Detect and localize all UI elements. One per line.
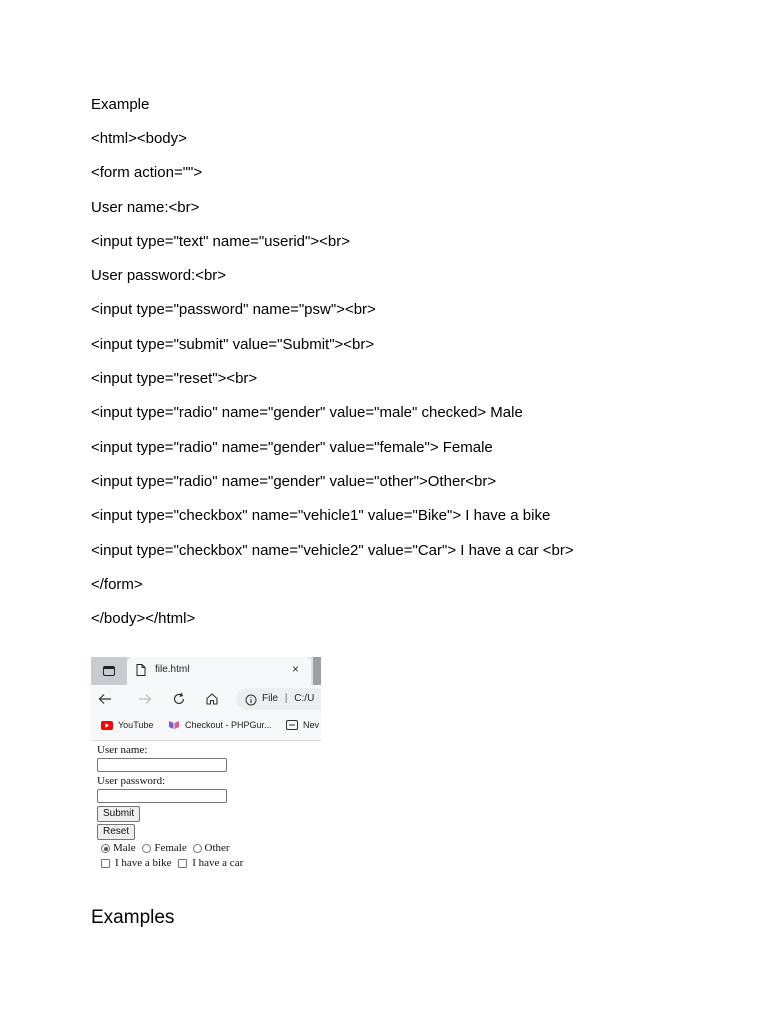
radio-label: Other [204, 842, 230, 854]
username-input[interactable] [97, 758, 227, 772]
tab-bar [91, 657, 321, 685]
tab-bar-edge [313, 657, 321, 685]
reset-button[interactable]: Reset [97, 824, 135, 840]
username-label: User name: [97, 744, 148, 756]
youtube-icon [101, 721, 113, 730]
radio-male[interactable] [101, 844, 110, 853]
rendered-page [91, 741, 321, 873]
address-divider: | [284, 693, 288, 704]
new-tab-bookmark-icon [286, 720, 298, 730]
home-icon[interactable] [204, 691, 220, 707]
bookmark-label: Checkout - PHPGur... [185, 720, 272, 730]
navigation-bar [91, 685, 321, 713]
code-line: <form action=""> [91, 164, 203, 182]
password-input[interactable] [97, 789, 227, 803]
address-scheme: File [262, 693, 279, 704]
code-line: <input type="reset"><br> [91, 370, 258, 388]
code-line: <input type="radio" name="gender" value="male" checked> Male [91, 404, 523, 422]
bookmark-youtube[interactable] [101, 720, 153, 730]
close-icon[interactable]: × [291, 662, 299, 676]
checkbox-car[interactable] [178, 859, 187, 868]
refresh-icon[interactable] [171, 691, 187, 707]
code-line: <input type="radio" name="gender" value="female"> Female [91, 438, 493, 456]
bookmark-label: YouTube [118, 720, 154, 730]
code-line: <input type="checkbox" name="vehicle2" value="Car"> I have a car <br> [91, 541, 574, 559]
back-arrow-icon[interactable] [97, 691, 113, 707]
code-line: <input type="submit" value="Submit"><br> [91, 335, 375, 353]
bookmark-label: Nev [303, 720, 320, 730]
tab-title: file.html [155, 664, 190, 675]
code-line: <input type="radio" name="gender" value="other">Other<br> [91, 472, 497, 490]
gender-radio-group [97, 842, 315, 855]
info-icon[interactable] [245, 693, 257, 711]
submit-button[interactable]: Submit [97, 806, 140, 822]
radio-other[interactable] [193, 844, 202, 853]
bookmark-checkout[interactable] [168, 720, 272, 730]
code-line: User password:<br> [91, 267, 227, 285]
bookmark-new[interactable] [286, 720, 319, 730]
checkbox-label: I have a bike [115, 857, 172, 870]
password-label: User password: [97, 775, 166, 787]
browser-screenshot [91, 657, 321, 883]
checkbox-bike[interactable] [101, 859, 110, 868]
file-icon [136, 663, 146, 681]
checkbox-label: I have a car [192, 857, 244, 870]
browser-tab[interactable] [127, 657, 311, 685]
code-line: User name:<br> [91, 198, 200, 216]
code-line: <input type="password" name="psw"><br> [91, 301, 376, 319]
address-bar[interactable] [236, 688, 321, 710]
vehicle-checkbox-group [97, 857, 315, 870]
address-path: C:/U [294, 693, 315, 704]
code-line: <html><body> [91, 130, 187, 147]
forward-arrow-icon[interactable] [137, 691, 153, 707]
code-line: <input type="checkbox" name="vehicle1" value="Bike"> I have a bike [91, 507, 551, 525]
bookmarks-bar [91, 713, 321, 741]
tab-actions-icon[interactable] [91, 657, 127, 685]
radio-label: Male [113, 842, 136, 854]
radio-female[interactable] [142, 844, 151, 853]
code-line: <input type="text" name="userid"><br> [91, 232, 350, 250]
radio-label: Female [154, 842, 187, 854]
code-line: </form> [91, 575, 143, 593]
code-block [91, 130, 574, 644]
code-line: </body></html> [91, 610, 196, 628]
example-heading: Example [91, 96, 150, 113]
checkout-icon [168, 720, 180, 730]
address-text [262, 693, 314, 704]
examples-heading: Examples [91, 907, 175, 928]
